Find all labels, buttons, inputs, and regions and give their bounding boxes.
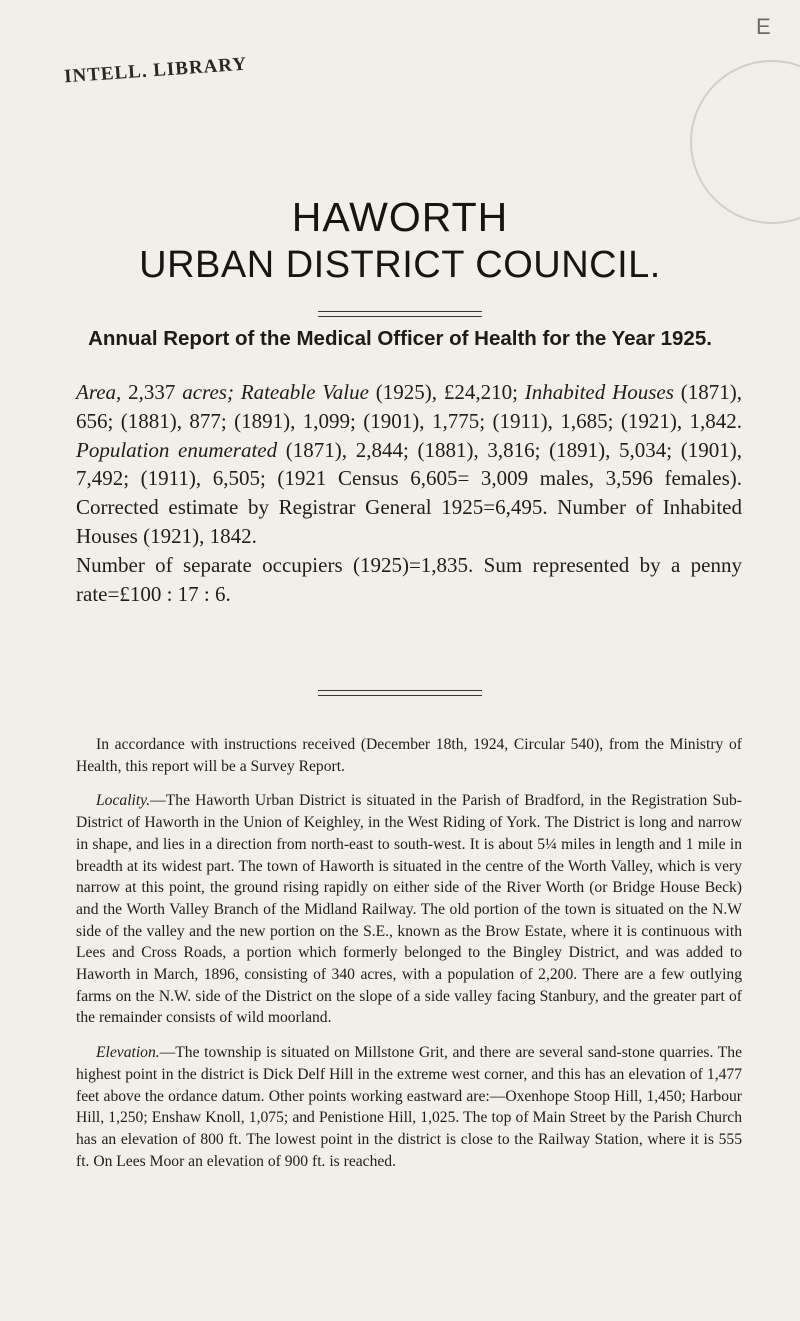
section-rule-bottom [318, 695, 482, 696]
population-label: Population enumerated [76, 437, 278, 462]
title-rule-bottom [318, 316, 482, 317]
intro-paragraph: In accordance with instructions received (December 18th, 1924, Circular 540), from the Ministry of Health, this report will be a Survey Report. [76, 736, 742, 775]
elevation-paragraph [76, 1042, 742, 1172]
statistics-block [76, 378, 742, 608]
locality-paragraph [76, 790, 742, 1029]
occupiers-paragraph: Number of separate occupiers (1925)=1,835. Sum represented by a penny rate=£100 : 17 : 6. [76, 552, 742, 606]
elevation-text: —The township is situated on Millstone Grit, and there are several sand-stone quarries. The highest point in the district is Dick Delf Hill in the extreme west corner, and this has an elevation of 1,477 feet above the ordance datum. Other points working eastward are:—Oxenhope Stoop Hill, 1,450; Harbour Hill, 1,250; Enshaw Knoll, 1,075; and Penistione Hill, 1,025. The top of Main Street by the Parish Church has an elevation of 800 ft. The lowest point in the district is close to the Railway Station, where it is 555 ft. On Lees Moor an elevation of 900 ft. is reached. [76, 1044, 742, 1170]
houses-values: (1871), 656; (1881), 877; (1891), 1,099; (1901), 1,775; (1911), 1,685; (1921), 1,842. [76, 380, 742, 433]
acres-label: acres; Rateable Value [182, 380, 369, 404]
locality-text: —The Haworth Urban District is situated in the Parish of Bradford, in the Registration Sub-District of Haworth in the Union of Keighley, in the West Riding of York. The District is long and narrow in shape, and lies in a direction from north-east to south-west. It is about 5¼ miles in length and 1 mile in breadth at its widest part. The town of Haworth is situated in the centre of the Worth Valley, which is very narrow at this point, the ground rising rapidly on either side of the River Worth (or Bridge House Beck) and the Worth Valley Branch of the Midland Railway. The old portion of the town is situated on the N.W side of the valley and the new portion on the S.E., known as the Brow Estate, where it is continuous with Lees and Cross Roads, a portion which formerly belonged to the Bingley District, and was added to Haworth in March, 1896, consisting of 340 acres, with a population of 2,200. There are a few outlying farms on the N.W. side of the District on the slope of a side valley facing Stanbury, and the greater part of the remainder consists of wild moorland. [76, 792, 742, 1027]
houses-label: Inhabited Houses [524, 380, 674, 404]
library-stamp: INTELL. LIBRARY [63, 53, 248, 88]
report-subtitle: Annual Report of the Medical Officer of Health for the Year 1925. [88, 327, 712, 350]
locality-heading: Locality. [96, 792, 151, 810]
statistics-paragraph [76, 378, 742, 551]
report-body [76, 734, 742, 1185]
title-council: URBAN DISTRICT COUNCIL. [139, 244, 661, 286]
title-rule-top [318, 311, 482, 312]
population-values: (1871), 2,844; (1881), 3,816; (1891), 5,034; (1901), 7,492; (1911), 6,505; (1921 Census 6,605= 3,009 males, 3,596 females). Corrected estimate by Registrar General 1925=6,495. Number of Inhabited Houses (1921), 1842. [76, 437, 743, 548]
rateable-value: (1925), £24,210; [368, 380, 525, 404]
title-haworth: HAWORTH [291, 194, 509, 240]
elevation-heading: Elevation. [96, 1044, 160, 1062]
area-label: Area, [76, 380, 122, 404]
corner-mark: E [756, 14, 771, 39]
section-rule-top [318, 690, 482, 691]
area-value: 2,337 [121, 380, 183, 404]
